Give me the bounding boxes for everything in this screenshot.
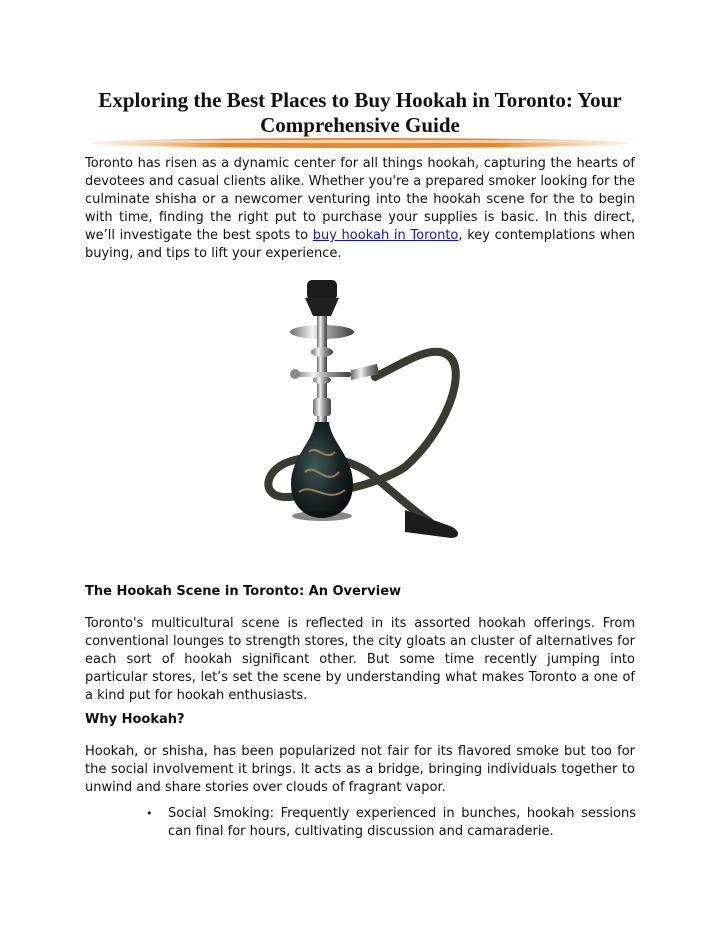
list-item — [146, 805, 636, 841]
intro-text-end: , key contemplations when buying, and tips to lift your experience. — [85, 228, 635, 261]
section-heading-why-hookah: Why Hookah? — [85, 712, 185, 727]
intro-paragraph — [85, 155, 635, 263]
bullet-list — [146, 805, 636, 841]
hookah-photo — [255, 272, 470, 562]
title-underline-decoration — [88, 134, 633, 152]
overview-paragraph: Toronto's multicultural scene is reflected in its assorted hookah offerings. From conventional lounges to strength stores, the city gloats an cluster of alternatives for each sort of hookah significant other. But some time recently jumping into particular stores, let’s set the scene by understanding what makes Toronto a one of a kind put for hookah enthusiasts. — [85, 616, 635, 703]
document-title: Exploring the Best Places to Buy Hookah in Toronto: Your Comprehensive Guide — [98, 88, 622, 137]
bullet-text: Social Smoking: Frequently experienced in bunches, hookah sessions can final for hours, cultivating discussion and camaraderie. — [168, 806, 636, 839]
buy-hookah-toronto-link[interactable]: buy hookah in Toronto — [312, 228, 459, 243]
intro-text-start: Toronto has risen as a dynamic center for all things hookah, capturing the hearts of devotees and casual clients alike. Whether you're a prepared smoker looking for the culminate shisha or a newcomer venturing into the hookah scene for the to begin with time, finding the right put to purchase your supplies is basic. In this direct, we’ll investigate the best spots to — [85, 156, 635, 243]
section-heading-overview: The Hookah Scene in Toronto: An Overview — [85, 584, 402, 599]
why-hookah-paragraph: Hookah, or shisha, has been popularized not fair for its flavored smoke but too for the social involvement it brings. It acts as a bridge, bringing individuals together to unwind and share stories over clouds of fragrant vapor. — [85, 744, 635, 795]
bullet-marker: • — [146, 807, 153, 820]
